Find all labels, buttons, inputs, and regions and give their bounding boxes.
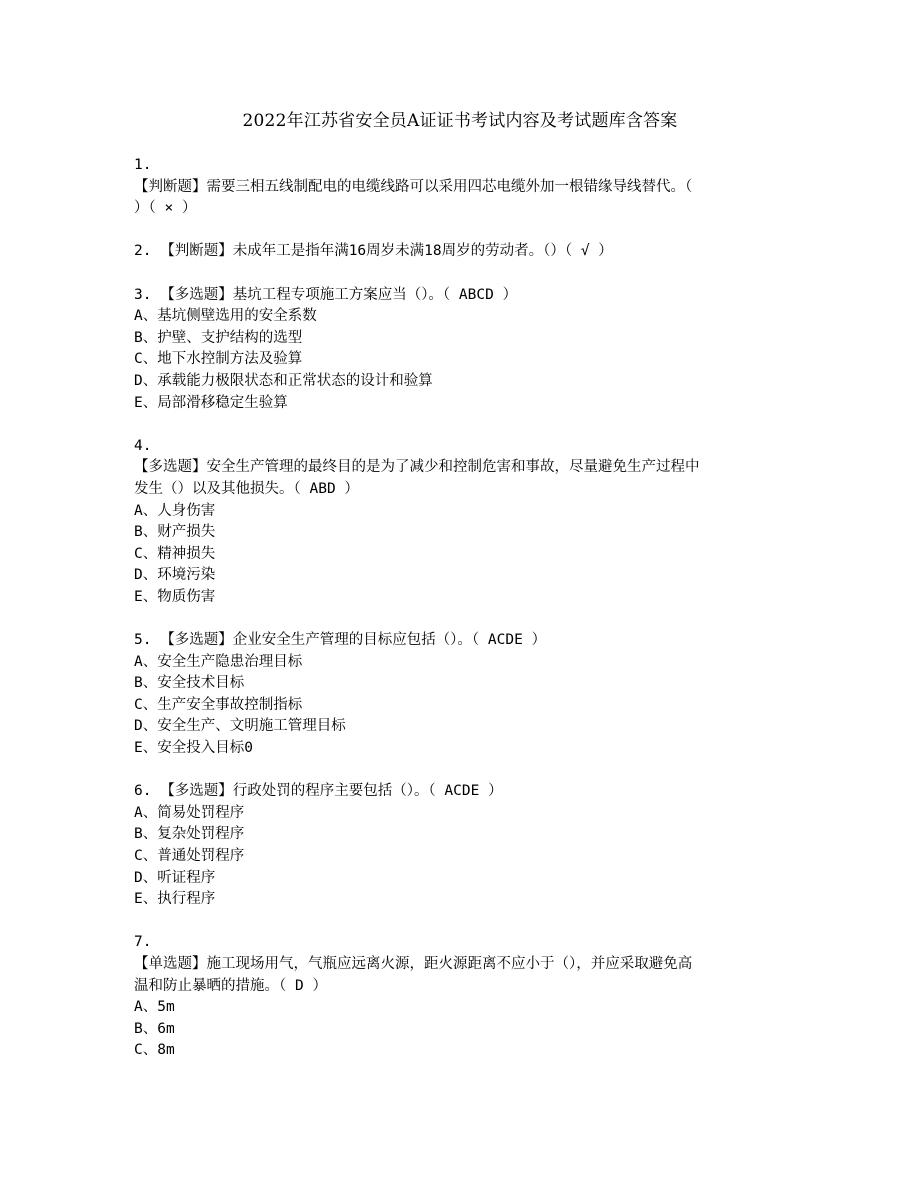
question-text-line: 【单选题】施工现场用气，气瓶应远离火源，距火源距离不应小于（），并应采取避免高 [134,955,693,972]
question-text-line: 6. 【多选题】行政处罚的程序主要包括（）。（ ACDE ） [134,783,503,800]
answer-option: D、安全生产、文明施工管理目标 [134,718,346,735]
answer-option: A、基坑侧壁选用的安全系数 [134,308,317,325]
answer-option: D、承载能力极限状态和正常状态的设计和验算 [134,372,433,389]
answer-option: C、地下水控制方法及验算 [134,351,303,368]
answer-option: A、简易处罚程序 [134,804,245,821]
question-text-line: 【多选题】安全生产管理的最终目的是为了减少和控制危害和事故，尽量避免生产过程中 [134,459,700,476]
question-text-line: 5. 【多选题】企业安全生产管理的目标应包括（）。（ ACDE ） [134,632,547,649]
answer-option: A、5m [134,999,175,1016]
answer-option: D、环境污染 [134,567,216,584]
answer-option: B、护壁、支护结构的选型 [134,329,303,346]
answer-option: B、安全技术目标 [134,675,245,692]
answer-option: B、财产损失 [134,524,216,541]
question-text-line: 温和防止暴晒的措施。（ D ） [134,977,327,994]
question-7 [134,932,794,1062]
answer-option: D、听证程序 [134,869,216,886]
answer-option: E、局部滑移稳定生验算 [134,394,288,411]
question-list [134,155,794,1084]
answer-option: A、安全生产隐患治理目标 [134,653,303,670]
answer-option: C、8m [134,1042,175,1059]
question-text-line: 3. 【多选题】基坑工程专项施工方案应当（）。（ ABCD ） [134,286,518,303]
answer-option: E、执行程序 [134,891,216,908]
question-text-line: 4. [134,437,152,454]
answer-option: A、人身伤害 [134,502,216,519]
answer-option: C、精神损失 [134,545,216,562]
question-1 [134,155,794,220]
question-text-line: 7. [134,934,152,951]
answer-option: C、生产安全事故控制指标 [134,696,303,713]
answer-option: B、复杂处罚程序 [134,826,245,843]
question-6 [134,781,794,911]
question-3 [134,285,794,415]
question-text-line: 【判断题】需要三相五线制配电的电缆线路可以采用四芯电缆外加一根错缘导线替代。（ [134,178,693,195]
question-5 [134,630,794,760]
answer-option: E、物质伤害 [134,588,216,605]
question-text-line: 发生（）以及其他损失。（ ABD ） [134,480,359,497]
question-2 [134,241,794,263]
question-text-line: ）（ × ） [134,200,197,217]
answer-option: C、普通处罚程序 [134,848,245,864]
document-title: 2022年江苏省安全员A证证书考试内容及考试题库含答案 [242,111,678,131]
answer-option: B、6m [134,1020,175,1037]
question-4 [134,436,794,609]
question-text-line: 2. 【判断题】未成年工是指年满16周岁未满18周岁的劳动者。（）（ √ ） [134,243,613,260]
question-text-line: 1. [134,157,152,173]
answer-option: E、安全投入目标0 [134,740,253,757]
